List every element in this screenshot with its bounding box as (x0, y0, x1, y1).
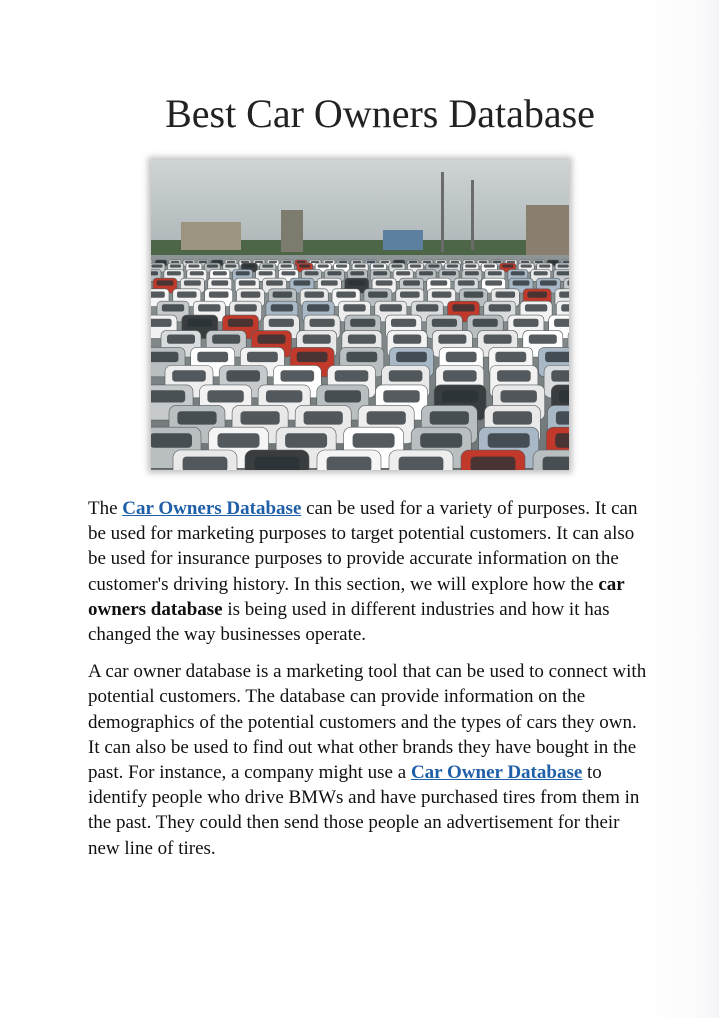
car-windshield (464, 292, 484, 298)
car-windshield (167, 335, 195, 344)
car-windshield (209, 292, 229, 298)
car-windshield (226, 370, 260, 381)
car-windshield (423, 261, 431, 263)
car-windshield (400, 292, 420, 298)
car-windshield (367, 261, 375, 263)
car-windshield (558, 265, 569, 268)
car-windshield (336, 265, 347, 268)
car-windshield (303, 335, 331, 344)
car-windshield (525, 304, 547, 311)
car-windshield (451, 261, 459, 263)
car-windshield (266, 280, 283, 285)
car-windshield (409, 261, 417, 263)
car-windshield (297, 352, 328, 362)
car-windshield (327, 271, 341, 275)
car-windshield (428, 265, 439, 268)
car-windshield (207, 265, 218, 268)
car-windshield (353, 261, 361, 263)
car-windshield (383, 390, 419, 402)
car-windshield (391, 265, 402, 268)
car-windshield (416, 304, 438, 311)
car-windshield (420, 433, 462, 447)
car-windshield (465, 271, 479, 275)
car-windshield (373, 265, 384, 268)
text-span: is being used in different industries and how it has changed the way businesses operate. (88, 598, 610, 646)
car-windshield (373, 271, 387, 275)
car-windshield (389, 370, 423, 381)
car-windshield (521, 261, 529, 263)
car-windshield (321, 280, 338, 285)
car-windshield (442, 271, 456, 275)
car-windshield (241, 292, 261, 298)
page-title: Best Car Owners Database (165, 91, 595, 136)
article-body (88, 496, 648, 873)
building-right (526, 205, 569, 255)
car-windshield (465, 265, 476, 268)
car-windshield (310, 319, 335, 327)
car-windshield (458, 280, 475, 285)
car-windshield (511, 271, 525, 275)
text-span: can be used for a variety of purposes. It can be used for marketing purposes to target potential customers. It can also be used for insurance purposes to provide accurate information on the customer's driving history. In this section, we will explore how the (88, 498, 638, 595)
car-windshield (493, 261, 501, 263)
car-windshield (218, 433, 260, 447)
car-windshield (151, 265, 162, 268)
car-windshield (534, 271, 548, 275)
car-windshield (489, 304, 511, 311)
car-windshield (167, 271, 181, 275)
paragraph-1 (88, 496, 648, 647)
car-windshield (199, 261, 207, 263)
car-windshield (513, 280, 530, 285)
car-windshield (151, 271, 158, 275)
paragraph-2 (88, 659, 648, 861)
car-rows (151, 260, 569, 470)
car-windshield (521, 265, 532, 268)
car-windshield (211, 280, 228, 285)
car-windshield (271, 304, 293, 311)
car-windshield (151, 319, 172, 327)
car-owner-database-link[interactable]: Car Owner Database (410, 762, 583, 784)
car-windshield (162, 304, 184, 311)
car-windshield (561, 304, 569, 311)
car-windshield (551, 370, 569, 381)
car-windshield (244, 265, 255, 268)
car-windshield (151, 352, 178, 362)
text-span: A car owner database is a marketing tool that can be used to connect with potential customers. The database can provide information on the demographics of the potential customers and the types of cars they own. It can also be used to find out what other brands they have bought in the past. For instance, a company might use a (88, 661, 647, 784)
car-windshield (187, 319, 212, 327)
car-windshield (559, 390, 569, 402)
car-windshield (294, 280, 311, 285)
text-span: The (88, 498, 123, 519)
car-windshield (452, 304, 474, 311)
car-windshield (177, 292, 197, 298)
car-windshield (513, 319, 538, 327)
car-windshield (281, 265, 292, 268)
car-windshield (170, 265, 181, 268)
car-windshield (241, 411, 280, 424)
car-windshield (381, 261, 389, 263)
car-windshield (269, 319, 294, 327)
car-windshield (325, 261, 333, 263)
car-windshield (430, 280, 447, 285)
car-windshield (171, 261, 179, 263)
car-windshield (213, 271, 227, 275)
car-windshield (327, 457, 372, 470)
car-windshield (297, 261, 305, 263)
car-windshield (527, 292, 547, 298)
car-windshield (285, 433, 327, 447)
car-windshield (177, 411, 216, 424)
car-windshield (559, 292, 569, 298)
car-windshield (241, 261, 249, 263)
car-windshield (172, 370, 206, 381)
car-windshield (228, 319, 253, 327)
car-windshield (318, 265, 329, 268)
car-windshield (410, 265, 421, 268)
car-windshield (299, 265, 310, 268)
car-windshield (368, 292, 388, 298)
car-windshield (438, 335, 466, 344)
car-windshield (151, 390, 185, 402)
car-owners-database-link[interactable]: Car Owners Database (122, 498, 302, 519)
car-windshield (501, 390, 537, 402)
car-windshield (353, 433, 395, 447)
car-windshield (255, 457, 300, 470)
car-windshield (304, 292, 324, 298)
car-windshield (198, 304, 220, 311)
car-windshield (419, 271, 433, 275)
bold-keyword: car owners database (88, 573, 625, 620)
car-windshield (348, 335, 376, 344)
car-windshield (185, 261, 193, 263)
crane-tower (281, 210, 303, 252)
car-windshield (367, 411, 406, 424)
car-lot-illustration (151, 160, 569, 470)
car-windshield (255, 261, 263, 263)
car-windshield (325, 390, 361, 402)
car-windshield (484, 265, 495, 268)
car-windshield (227, 261, 235, 263)
car-windshield (488, 433, 530, 447)
car-windshield (190, 271, 204, 275)
car-windshield (557, 271, 569, 275)
car-windshield (151, 292, 165, 298)
car-windshield (471, 457, 516, 470)
car-windshield (556, 411, 569, 424)
car-windshield (350, 271, 364, 275)
car-windshield (443, 370, 477, 381)
car-windshield (555, 433, 569, 447)
car-windshield (540, 280, 557, 285)
building-left (181, 222, 241, 250)
car-windshield (157, 261, 165, 263)
car-windshield (343, 304, 365, 311)
car-windshield (183, 457, 228, 470)
car-windshield (465, 261, 473, 263)
car-windshield (336, 292, 356, 298)
car-windshield (339, 261, 347, 263)
car-parking-lot-photo (151, 160, 569, 470)
car-windshield (283, 261, 291, 263)
page-edge-shading (640, 0, 719, 1018)
car-windshield (335, 370, 369, 381)
car-windshield (391, 319, 416, 327)
car-windshield (346, 352, 377, 362)
car-windshield (488, 271, 502, 275)
car-windshield (259, 271, 273, 275)
car-windshield (473, 319, 498, 327)
car-windshield (213, 261, 221, 263)
car-windshield (212, 335, 240, 344)
car-windshield (432, 292, 452, 298)
car-windshield (311, 261, 319, 263)
car-windshield (393, 335, 421, 344)
car-windshield (539, 265, 550, 268)
car-windshield (236, 271, 250, 275)
car-windshield (395, 261, 403, 263)
car-windshield (225, 265, 236, 268)
car-windshield (380, 304, 402, 311)
car-windshield (307, 304, 329, 311)
car-windshield (266, 390, 302, 402)
car-windshield (493, 411, 532, 424)
car-windshield (549, 261, 557, 263)
car-windshield (269, 261, 277, 263)
car-windshield (430, 411, 469, 424)
car-windshield (157, 280, 174, 285)
car-windshield (355, 265, 366, 268)
car-windshield (234, 304, 256, 311)
car-windshield (543, 457, 569, 470)
car-windshield (442, 390, 478, 402)
car-windshield (529, 335, 557, 344)
car-windshield (247, 352, 278, 362)
car-windshield (563, 261, 569, 263)
car-windshield (497, 370, 531, 381)
car-windshield (188, 265, 199, 268)
car-windshield (151, 433, 192, 447)
car-windshield (376, 280, 393, 285)
car-windshield (535, 261, 543, 263)
car-windshield (485, 280, 502, 285)
car-windshield (396, 352, 427, 362)
car-windshield (396, 271, 410, 275)
car-windshield (262, 265, 273, 268)
text-span: to identify people who drive BMWs and have purchased tires from them in the past. They could then send those people an advertisement for their new line of tires. (88, 762, 640, 859)
light-pole (441, 172, 444, 252)
car-windshield (281, 370, 315, 381)
car-windshield (432, 319, 457, 327)
car-windshield (348, 280, 365, 285)
car-windshield (484, 335, 512, 344)
car-windshield (437, 261, 445, 263)
car-windshield (479, 261, 487, 263)
car-windshield (304, 411, 343, 424)
car-windshield (554, 319, 569, 327)
car-windshield (350, 319, 375, 327)
car-windshield (446, 352, 477, 362)
car-windshield (507, 261, 515, 263)
car-windshield (545, 352, 569, 362)
car-windshield (239, 280, 256, 285)
car-windshield (447, 265, 458, 268)
car-windshield (502, 265, 513, 268)
car-windshield (273, 292, 293, 298)
container-stack (383, 230, 423, 250)
car-windshield (207, 390, 243, 402)
car-windshield (495, 352, 526, 362)
car-windshield (399, 457, 444, 470)
car-windshield (282, 271, 296, 275)
light-pole (471, 180, 474, 250)
car-windshield (496, 292, 516, 298)
car-windshield (305, 271, 319, 275)
car-windshield (197, 352, 228, 362)
car-windshield (403, 280, 420, 285)
car-windshield (184, 280, 201, 285)
car-windshield (258, 335, 286, 344)
